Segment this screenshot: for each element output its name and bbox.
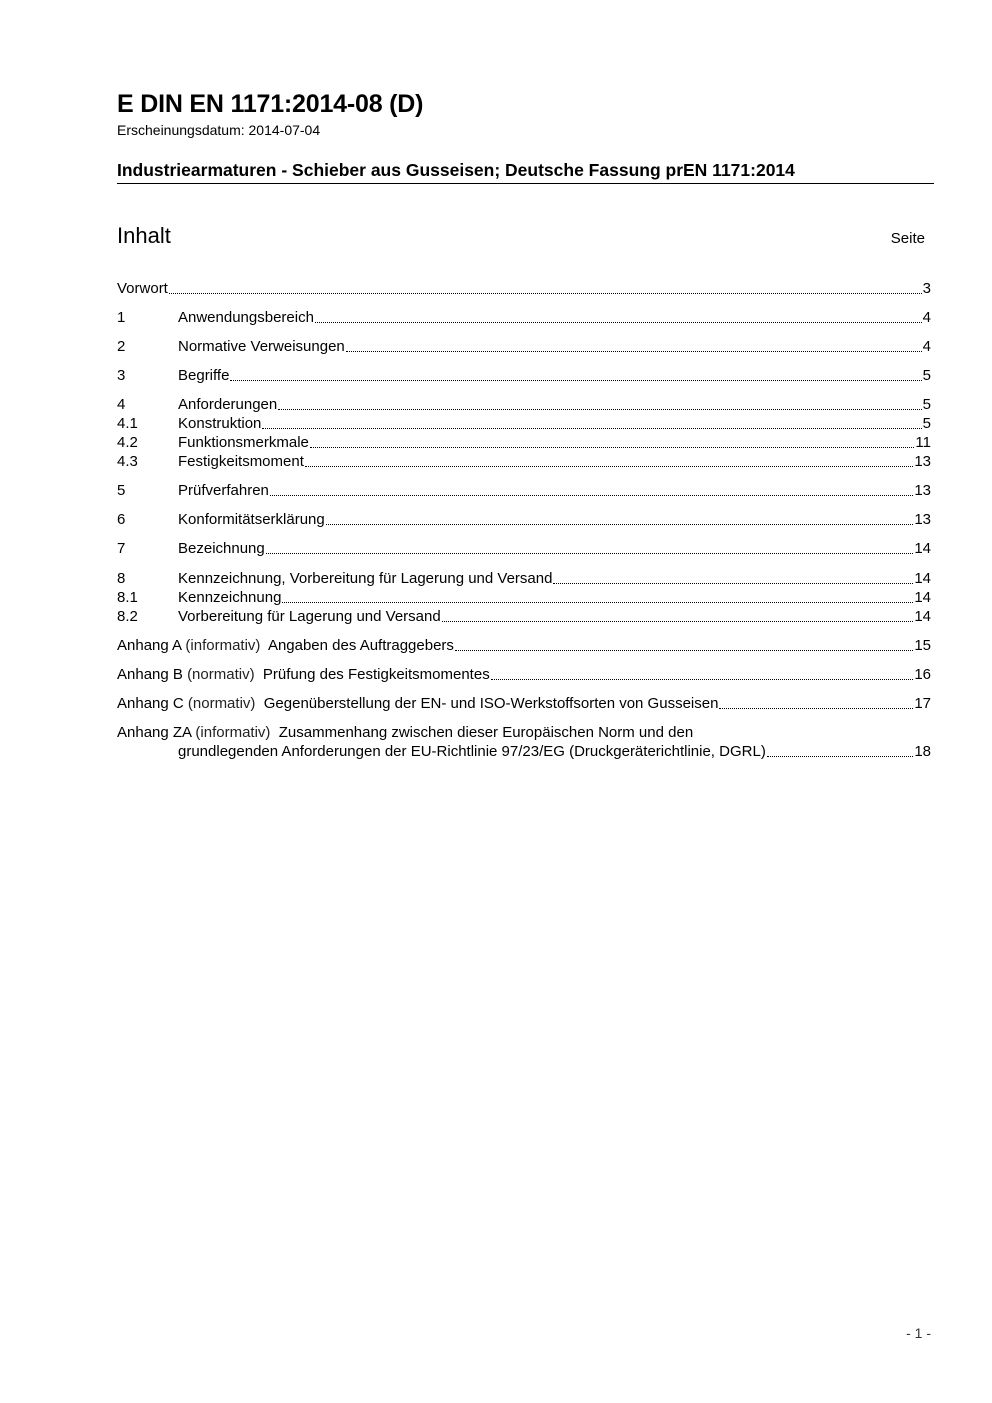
toc-leader-dots bbox=[230, 368, 921, 381]
toc-annex-heading bbox=[117, 694, 718, 713]
annex-type: (normativ) bbox=[187, 695, 256, 712]
annex-prefix: Anhang A bbox=[117, 637, 182, 654]
toc-subentry[interactable] bbox=[117, 452, 931, 471]
toc-annex-entry[interactable] bbox=[117, 723, 931, 761]
document-title: Industriearmaturen - Schieber aus Gusseisen; Deutsche Fassung prEN 1171:2014 bbox=[117, 160, 795, 180]
annex-type: (informativ) bbox=[195, 724, 271, 741]
toc-entry-page: 5 bbox=[922, 396, 931, 413]
toc-leader-dots bbox=[262, 416, 921, 429]
toc-entry-number: 4 bbox=[117, 396, 126, 413]
toc-entry-page: 5 bbox=[922, 367, 931, 384]
toc-entry-number: 8 bbox=[117, 570, 126, 587]
toc-annex-heading bbox=[117, 665, 490, 684]
toc-entry-page: 5 bbox=[922, 415, 931, 432]
toc-entry-page: 13 bbox=[914, 511, 931, 528]
toc-leader-dots bbox=[305, 454, 913, 467]
toc-entry-text: Kennzeichnung bbox=[178, 589, 282, 606]
toc-entry[interactable] bbox=[117, 510, 931, 529]
toc-leader-dots bbox=[719, 696, 913, 709]
toc-entry-text: Konformitätserklärung bbox=[178, 511, 325, 528]
toc-leader-dots bbox=[455, 638, 913, 651]
toc-entry-text: Prüfverfahren bbox=[178, 482, 269, 499]
toc-entry-page: 3 bbox=[922, 280, 931, 297]
toc-subentry[interactable] bbox=[117, 588, 931, 607]
toc-entry[interactable] bbox=[117, 569, 931, 588]
toc-leader-dots bbox=[270, 483, 913, 496]
toc-entry-page: 15 bbox=[914, 637, 931, 654]
toc-leader-dots bbox=[315, 310, 922, 323]
toc-annex-entry[interactable] bbox=[117, 694, 931, 713]
toc-entry-number: 6 bbox=[117, 511, 126, 528]
toc-subentry[interactable] bbox=[117, 433, 931, 452]
annex-title-continuation: grundlegenden Anforderungen der EU-Richtlinie 97/23/EG (Druckgeräterichtlinie, DGRL) bbox=[178, 743, 766, 760]
toc-entry-page: 13 bbox=[914, 453, 931, 470]
annex-prefix: Anhang B bbox=[117, 666, 183, 683]
toc-entry[interactable] bbox=[117, 539, 931, 558]
annex-prefix: Anhang C bbox=[117, 695, 184, 712]
toc-entry-number: 7 bbox=[117, 540, 126, 557]
toc-leader-dots bbox=[266, 541, 914, 554]
toc-entry-number: 5 bbox=[117, 482, 126, 499]
annex-title: Zusammenhang zwischen dieser Europäischen Norm und den bbox=[278, 724, 694, 741]
toc-leader-dots bbox=[310, 435, 915, 448]
toc-entry-number: 3 bbox=[117, 367, 126, 384]
toc-leader-dots bbox=[169, 281, 922, 294]
toc-entry[interactable] bbox=[117, 395, 931, 414]
toc-leader-dots bbox=[282, 590, 913, 603]
toc-entry-number: 4.3 bbox=[117, 453, 138, 470]
toc-entry[interactable] bbox=[117, 481, 931, 500]
toc-entry-page: 11 bbox=[915, 434, 931, 451]
toc-entry-page: 18 bbox=[914, 743, 931, 760]
toc-leader-dots bbox=[278, 397, 921, 410]
toc-annex-heading bbox=[117, 636, 454, 655]
annex-prefix: Anhang ZA bbox=[117, 724, 192, 741]
toc-entry-text: Bezeichnung bbox=[178, 540, 265, 557]
annex-title: Prüfung des Festigkeitsmomentes bbox=[262, 666, 490, 683]
toc-entry-number: 8.1 bbox=[117, 589, 138, 606]
toc-entry-text: Vorwort bbox=[117, 280, 168, 297]
toc-leader-dots bbox=[442, 609, 914, 622]
toc-entry-page: 13 bbox=[914, 482, 931, 499]
toc-entry-text: Kennzeichnung, Vorbereitung für Lagerung und Versand bbox=[178, 570, 553, 587]
toc-leader-dots bbox=[326, 512, 914, 525]
toc-entry-page: 4 bbox=[922, 309, 931, 326]
toc-leader-dots bbox=[553, 571, 913, 584]
toc-entry-text: Normative Verweisungen bbox=[178, 338, 345, 355]
annex-title: Angaben des Auftraggebers bbox=[267, 637, 454, 654]
toc-heading: Inhalt bbox=[117, 223, 171, 248]
toc-annex-entry[interactable] bbox=[117, 665, 931, 684]
toc-entry[interactable] bbox=[117, 308, 931, 327]
toc-entry-page: 16 bbox=[914, 666, 931, 683]
toc-entry-vorwort[interactable] bbox=[117, 279, 931, 298]
toc-annex-continuation bbox=[117, 742, 931, 761]
title-divider bbox=[117, 183, 934, 184]
document-id: E DIN EN 1171:2014-08 (D) bbox=[117, 90, 424, 118]
toc-entry-page: 14 bbox=[914, 589, 931, 606]
toc-entry[interactable] bbox=[117, 337, 931, 356]
toc-subentry[interactable] bbox=[117, 414, 931, 433]
toc-entry-text: Konstruktion bbox=[178, 415, 262, 432]
toc-entry[interactable] bbox=[117, 366, 931, 385]
toc-entry-number: 4.1 bbox=[117, 415, 138, 432]
toc-leader-dots bbox=[767, 744, 914, 757]
toc-entry-number: 4.2 bbox=[117, 434, 138, 451]
page-number: - 1 - bbox=[906, 1325, 931, 1341]
toc-entry-page: 4 bbox=[922, 338, 931, 355]
toc-entry-page: 17 bbox=[914, 695, 931, 712]
toc-leader-dots bbox=[491, 667, 914, 680]
toc-entry-number: 2 bbox=[117, 338, 126, 355]
toc-entry-number: 8.2 bbox=[117, 608, 138, 625]
toc-entry-text: Vorbereitung für Lagerung und Versand bbox=[178, 608, 441, 625]
toc-entry-text: Anwendungsbereich bbox=[178, 309, 314, 326]
toc-entry-page: 14 bbox=[914, 570, 931, 587]
toc-page-column-label: Seite bbox=[890, 230, 925, 247]
toc-entry-text: Begriffe bbox=[178, 367, 230, 384]
annex-type: (informativ) bbox=[185, 637, 261, 654]
annex-title: Gegenüberstellung der EN- und ISO-Werkstoffsorten von Gusseisen bbox=[263, 695, 719, 712]
toc-entry-text: Festigkeitsmoment bbox=[178, 453, 304, 470]
toc-entry-page: 14 bbox=[914, 540, 931, 557]
toc-annex-entry[interactable] bbox=[117, 636, 931, 655]
publication-date: Erscheinungsdatum: 2014-07-04 bbox=[117, 122, 321, 138]
toc-entry-text: Anforderungen bbox=[178, 396, 278, 413]
toc-leader-dots bbox=[346, 339, 922, 352]
toc-entry-number: 1 bbox=[117, 309, 126, 326]
toc-subentry[interactable] bbox=[117, 607, 931, 626]
toc-annex-heading bbox=[117, 723, 931, 742]
annex-type: (normativ) bbox=[187, 666, 255, 683]
toc-entry-text: Funktionsmerkmale bbox=[178, 434, 309, 451]
toc-entry-page: 14 bbox=[914, 608, 931, 625]
